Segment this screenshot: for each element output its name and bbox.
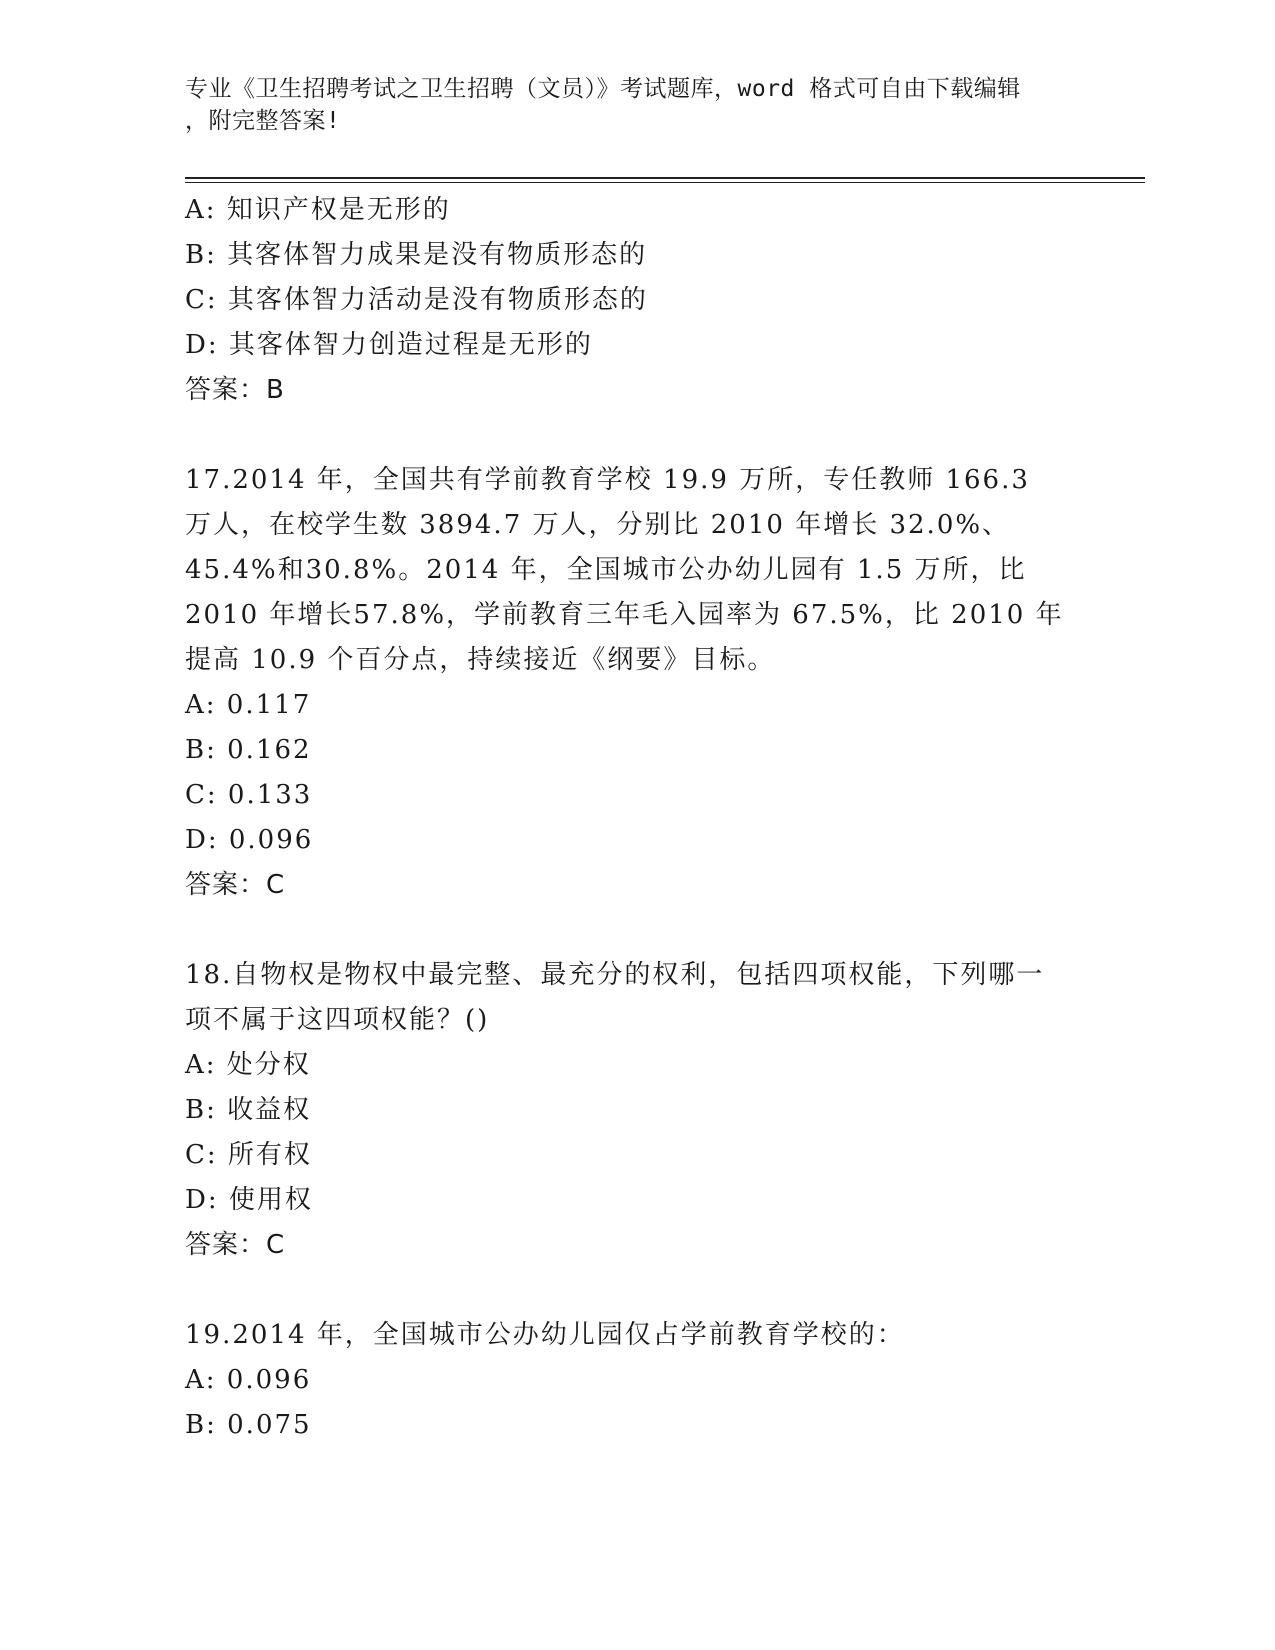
question-18 [185, 953, 1075, 1268]
option-c: C: 所有权 [185, 1140, 312, 1170]
answer-line: 答案：B [185, 375, 285, 405]
option-b: B: 0.075 [185, 1410, 312, 1440]
answer-line: 答案：C [185, 870, 286, 900]
question-stem: 19.2014 年，全国城市公办幼儿园仅占学前教育学校的： [185, 1320, 905, 1350]
header-line-1: 专业《卫生招聘考试之卫生招聘（文员）》考试题库，word 格式可自由下载编辑 [185, 76, 1021, 102]
spacer [185, 908, 1075, 953]
option-d: D: 其客体智力创造过程是无形的 [185, 330, 593, 360]
question-19 [185, 1313, 1075, 1448]
option-c: C: 0.133 [185, 780, 313, 810]
document-header [185, 73, 1065, 137]
spacer [185, 413, 1075, 458]
option-a: A: 0.096 [185, 1365, 312, 1395]
header-divider-thick [185, 177, 1145, 179]
option-a: A: 知识产权是无形的 [185, 195, 451, 225]
spacer [185, 1268, 1075, 1313]
option-d: D: 0.096 [185, 825, 314, 855]
question-stem: 17.2014 年，全国共有学前教育学校 19.9 万所，专任教师 166.3 万人，在校学生数 3894.7 万人，分别比 2010 年增长 32.0%、45.4%和30.8%。2014 年，全国城市公办幼儿园有 1.5 万所，比 2010 年增长57.8%，学前教育三年毛入园率为 67.5%，比 2010 年提高 10.9 个百分点，持续接近《纲要》目标。 [185, 465, 1064, 675]
question-17 [185, 458, 1075, 908]
answer-line: 答案：C [185, 1230, 286, 1260]
option-c: C: 其客体智力活动是没有物质形态的 [185, 285, 648, 315]
question-16 [185, 188, 1075, 413]
header-line-2: ，附完整答案! [185, 108, 341, 134]
header-divider-thin [185, 182, 1145, 183]
option-d: D: 使用权 [185, 1185, 313, 1215]
option-b: B: 收益权 [185, 1095, 312, 1125]
option-b: B: 其客体智力成果是没有物质形态的 [185, 240, 648, 270]
option-a: A: 处分权 [185, 1050, 311, 1080]
question-stem: 18.自物权是物权中最完整、最充分的权利，包括四项权能，下列哪一项不属于这四项权能？() [185, 960, 1045, 1035]
option-b: B: 0.162 [185, 735, 312, 765]
question-list [185, 188, 1075, 1448]
option-a: A: 0.117 [185, 690, 312, 720]
